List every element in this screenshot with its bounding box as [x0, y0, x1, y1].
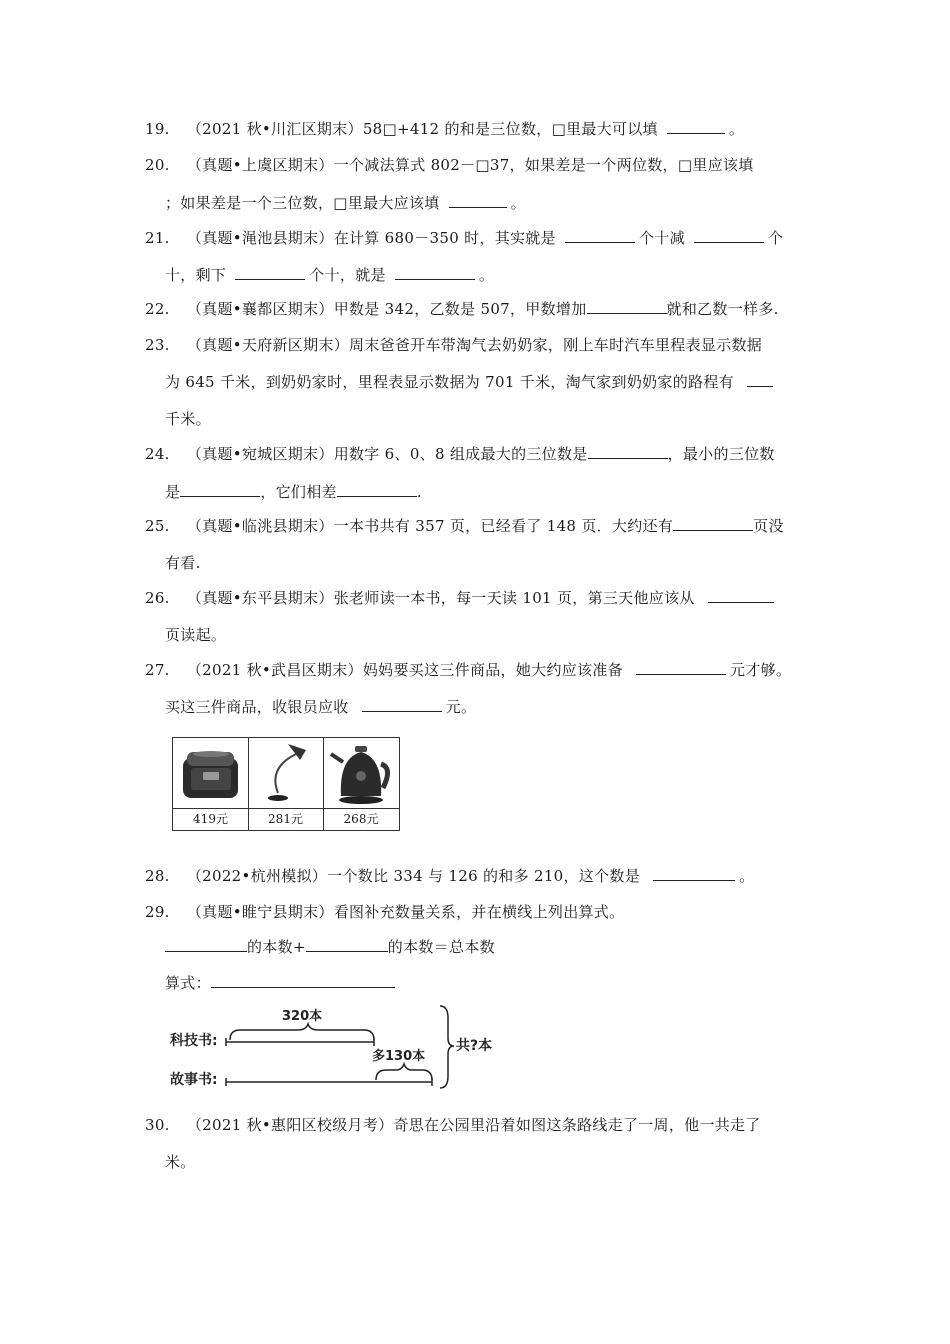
question-24-line2: 是 ，它们相差 .	[165, 483, 422, 501]
more-brace-label: 多130本	[372, 1049, 426, 1064]
answer-blank[interactable]	[673, 516, 753, 531]
question-27: 27. （2021 秋•武昌区期末）妈妈要买这三件商品，她大约应该准备 元才够。	[145, 661, 792, 679]
question-29: 29. （真题•睢宁县期末）看图补充数量关系，并在横线上列出算式。	[145, 903, 625, 921]
formula-blank[interactable]	[211, 973, 395, 988]
answer-blank[interactable]	[636, 660, 726, 675]
question-29-line3: 算式：	[165, 972, 395, 993]
question-25-line2: 有看.	[165, 554, 201, 572]
answer-blank[interactable]	[395, 265, 475, 280]
answer-blank[interactable]	[449, 193, 507, 208]
total-label: 共?本	[456, 1038, 493, 1054]
question-30-line2: 米。	[165, 1153, 196, 1171]
more-brace	[376, 1064, 432, 1080]
label-tech: 科技书:	[170, 1033, 218, 1049]
answer-blank[interactable]	[337, 482, 417, 497]
question-26: 26. （真题•东平县期末）张老师读一本书，每一天读 101 页，第三天他应该从	[145, 587, 778, 608]
question-23-line2: 为 645 千米，到奶奶家时，里程表显示数据为 701 千米，淘气家到奶奶家的路程有	[165, 371, 777, 392]
bar-diagram-svg	[168, 1000, 498, 1092]
answer-blank[interactable]	[165, 937, 247, 952]
top-brace-label: 320本	[282, 1009, 323, 1024]
total-brace	[440, 1006, 454, 1088]
question-29-line2: 的本数+ 的本数＝总本数	[165, 936, 495, 957]
answer-blank[interactable]	[667, 119, 725, 134]
question-27-line2: 买这三件商品，收银员应收 元。	[165, 698, 477, 716]
question-25: 25. （真题•临洮县期末）一本书共有 357 页，已经看了 148 页．大约还有 页没	[145, 517, 784, 535]
answer-blank[interactable]	[588, 444, 668, 459]
question-21: 21. （真题•渑池县期末）在计算 680－350 时，其实就是 个十减 个	[145, 229, 784, 247]
answer-blank[interactable]	[306, 937, 388, 952]
rice-cooker-icon	[173, 738, 248, 808]
kettle-icon	[323, 738, 399, 808]
answer-blank[interactable]	[587, 299, 667, 314]
answer-blank[interactable]	[565, 228, 635, 243]
question-24: 24. （真题•宛城区期末）用数字 6、0、8 组成最大的三位数是 ，最小的三位数	[145, 445, 775, 463]
product-kettle: 268元	[323, 738, 399, 830]
question-23-line3: 千米。	[165, 410, 211, 428]
product-rice-cooker: 419元	[173, 738, 249, 830]
answer-blank[interactable]	[653, 866, 735, 881]
answer-blank[interactable]	[747, 372, 773, 387]
answer-blank[interactable]	[180, 482, 260, 497]
question-23: 23. （真题•天府新区期末）周末爸爸开车带淘气去奶奶家，刚上车时汽车里程表显示数据	[145, 336, 763, 354]
question-30: 30. （2021 秋•惠阳区校级月考）奇思在公园里沿着如图这条路线走了一周，他一共走了	[145, 1116, 761, 1134]
question-20-line2: ；如果差是一个三位数，□里最大应该填 。	[165, 194, 526, 212]
book-diagram	[168, 1000, 498, 1092]
question-19: 19. （2021 秋•川汇区期末）58□+412 的和是三位数，□里最大可以填 。	[145, 120, 745, 138]
answer-blank[interactable]	[694, 228, 764, 243]
question-20: 20. （真题•上虞区期末）一个减法算式 802－□37，如果差是一个两位数，□里应该填	[145, 156, 754, 174]
answer-blank[interactable]	[708, 588, 774, 603]
question-22: 22. （真题•襄都区期末）甲数是 342，乙数是 507，甲数增加 就和乙数一样多.	[145, 300, 779, 318]
label-story: 故事书:	[170, 1072, 218, 1088]
desk-lamp-icon	[248, 738, 323, 808]
product-table	[172, 737, 400, 831]
product-desk-lamp: 281元	[248, 738, 324, 830]
answer-blank[interactable]	[235, 265, 305, 280]
top-brace	[230, 1024, 374, 1040]
question-21-line2: 十，剩下 个十，就是 。	[165, 266, 495, 284]
question-28: 28. （2022•杭州模拟）一个数比 334 与 126 的和多 210，这个数是 。	[145, 867, 755, 885]
answer-blank[interactable]	[362, 697, 442, 712]
question-26-line2: 页读起。	[165, 626, 227, 644]
